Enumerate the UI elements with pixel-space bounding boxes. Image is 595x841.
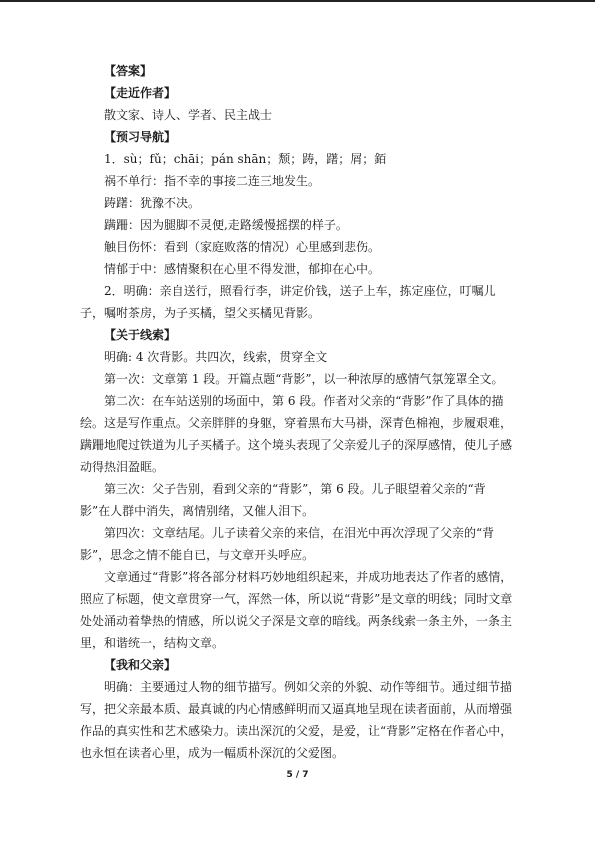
paragraph: 第四次：文章结尾。儿子读着父亲的来信，在泪光中再次浮现了父亲的“背影”，思念之情不能自已，与文章开头呼应。 [80, 526, 495, 562]
heading-answer: 【答案】 [104, 64, 153, 78]
paragraph: 1．sù；fǔ；chāi；pán shān；颓；踌，躇；屑；銆 [104, 152, 387, 166]
paragraph: 第三次：父子告别，看到父亲的“背影”，第 6 段。儿子眼望着父亲的“背影”在人群中消失，离情别绪，又催人泪下。 [80, 482, 486, 518]
heading-author: 【走近作者】 [104, 86, 177, 100]
paragraph: 2．明确：亲自送行，照看行李，讲定价钱，送子上车，拣定座位，叮嘱儿子，嘱咐茶房，为子买橘，望父买橘见背影。 [80, 284, 496, 320]
paragraph: 散文家、诗人、学者、民主战士 [104, 108, 273, 122]
paragraph: 触目伤怀：看到（家庭败落的情况）心里感到悲伤。 [104, 240, 381, 254]
top-rule [0, 0, 595, 2]
paragraph: 明确: 4 次背影。共四次，线索，贯穿全文 [104, 350, 328, 364]
paragraph: 文章通过“背影”将各部分材料巧妙地组织起来，并成功地表达了作者的感情，照应了标题，使文章贯穿一气，浑然一体，所以说“背影”是文章的明线；同时文章处处涌动着挚热的情感，所以说父子深是文章的暗线。两条线索一条主外，一条主里，和谐统一，结构文章。 [80, 570, 513, 650]
paragraph: 第一次：文章第 1 段。开篇点题“背影”，以一种浓厚的感情气氛笼罩全文。 [104, 372, 504, 386]
heading-father: 【我和父亲】 [104, 658, 177, 672]
paragraph: 踌躇：犹豫不决。 [104, 196, 201, 210]
heading-clue: 【关于线索】 [104, 328, 177, 342]
page-number: 5 / 7 [286, 770, 309, 780]
paragraph: 第二次：在车站送别的场面中，第 6 段。作者对父亲的“背影”作了具体的描绘。这是写作重点。父亲胖胖的身躯，穿着黑布大马褂，深青色棉袍，步履艰难，蹒跚地爬过铁道为儿子买橘子。这个境头表现了父亲爱儿子的深厚感情，使儿子感动得热泪盈眶。 [80, 394, 513, 474]
paragraph: 祸不单行：指不幸的事接二连三地发生。 [104, 174, 321, 188]
paragraph: 明确：主要通过人物的细节描写。例如父亲的外貌、动作等细节。通过细节描写，把父亲最本质、最真诚的内心情感鲜明而又逼真地呈现在读者面前，从而增强作品的真实性和艺术感染力。读出深沉的父爱，是爱，让“背影”定格在作者心中，也永恒在读者心里，成为一幅质朴深沉的父爱图。 [80, 680, 513, 760]
paragraph: 情郁于中：感情聚积在心里不得发泄，郁抑在心中。 [104, 262, 381, 276]
heading-preview: 【预习导航】 [104, 130, 177, 144]
document-body [80, 60, 514, 764]
paragraph: 蹒跚：因为腿脚不灵便,走路缓慢摇摆的样子。 [104, 218, 348, 232]
